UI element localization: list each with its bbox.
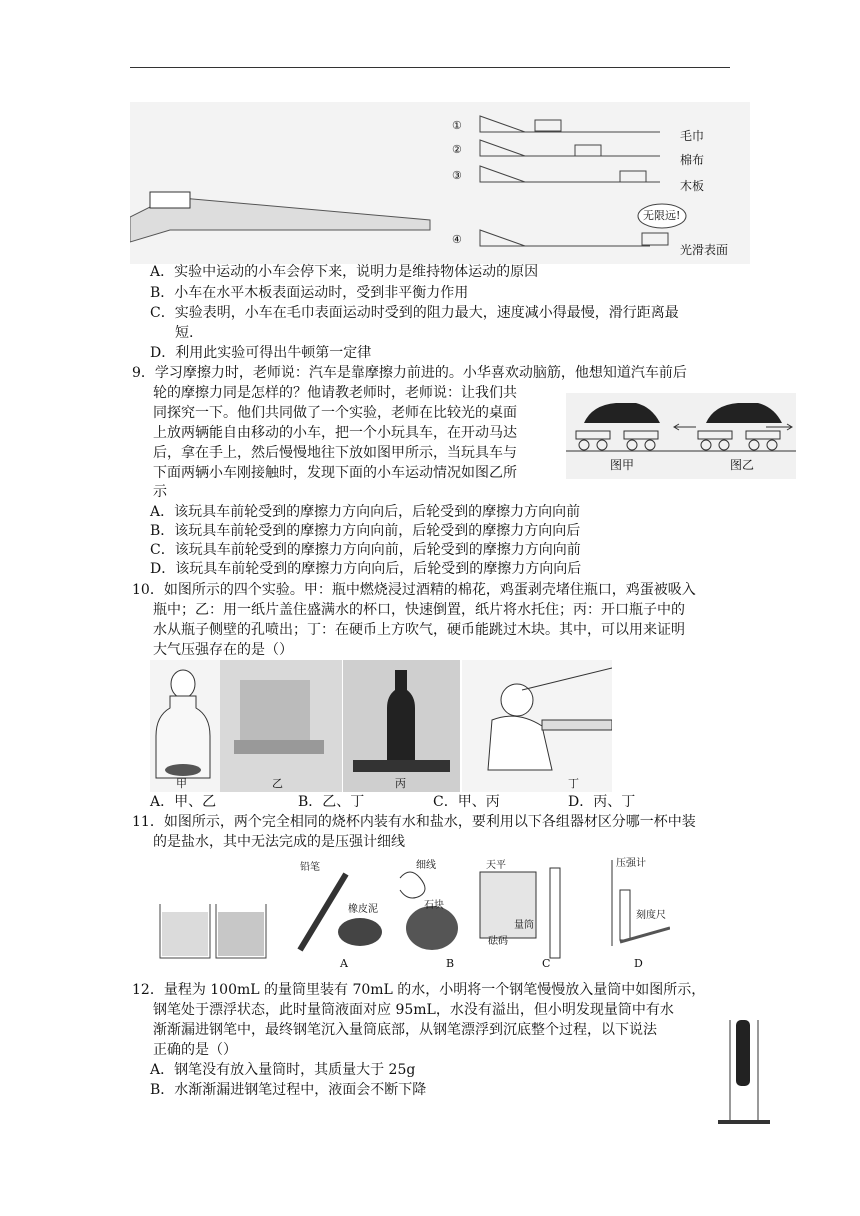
q10-option-b: B．乙、丁 <box>298 794 365 810</box>
surface-cotton: 棉布 <box>680 153 705 167</box>
q10-line-1: 10．如图所示的四个实验。甲：瓶中燃烧浸过酒精的棉花，鸡蛋剥壳堵住瓶口，鸡蛋被吸入 <box>132 582 696 598</box>
q10-photo-bing <box>343 660 460 792</box>
q12-option-b: B．水渐渐漏进钢笔过程中，液面会不断下降 <box>150 1082 427 1098</box>
label-cylinder: 量筒 <box>514 920 534 931</box>
header-rule <box>130 67 730 68</box>
q10-photo-jia <box>150 660 220 792</box>
q10-option-a: A．甲、乙 <box>150 794 217 810</box>
surface-smooth: 光滑表面 <box>680 243 729 257</box>
q12-line-3: 渐渐漏进钢笔中，最终钢笔沉入量筒底部，从钢笔漂浮到沉底整个过程，以下说法 <box>153 1022 657 1038</box>
q8-option-d: D．利用此实验可得出牛顿第一定律 <box>150 345 372 361</box>
q10-photo-ding <box>462 660 612 792</box>
label-2: ② <box>452 143 462 156</box>
surface-wood: 木板 <box>680 179 705 193</box>
q12-option-a: A．钢笔没有放入量筒时，其质量大于 25g <box>150 1062 416 1078</box>
speech-bubble: 无限远! <box>643 209 681 222</box>
q10-photo-yi <box>220 660 342 792</box>
label-4: ④ <box>452 233 462 246</box>
q8-option-a: A．实验中运动的小车会停下来，说明力是维持物体运动的原因 <box>150 264 539 280</box>
letter-b: B <box>446 957 455 970</box>
fig-jia-label: 图甲 <box>610 458 635 472</box>
q9-option-b: B．该玩具车前轮受到的摩擦力方向向前，后轮受到的摩擦力方向向后 <box>150 523 581 539</box>
label-gauge: 压强计 <box>616 858 646 869</box>
q11-figure <box>150 850 670 976</box>
label-bing: 丙 <box>395 777 406 790</box>
label-stone: 石块 <box>424 900 444 911</box>
label-yi: 乙 <box>272 777 283 790</box>
ramp-illustration <box>130 192 430 242</box>
q8-figure <box>130 102 750 264</box>
label-pencil: 铅笔 <box>300 862 320 873</box>
q10-line-3: 水从瓶子侧壁的孔喷出；丁：在硬币上方吹气，硬币能跳过木块。其中，可以用来证明 <box>153 622 685 638</box>
label-ding: 丁 <box>568 777 579 790</box>
q10-line-4: 大气压强存在的是（） <box>153 642 293 658</box>
label-1: ① <box>452 119 462 132</box>
q8-option-b: B．小车在水平木板表面运动时，受到非平衡力作用 <box>150 285 469 301</box>
q8-option-c: C．实验表明，小车在毛巾表面运动时受到的阻力最大，速度减小得最慢，滑行距离最 <box>150 305 679 321</box>
q10-option-d: D．丙、丁 <box>568 794 636 810</box>
q9-option-d: D．该玩具车前轮受到的摩擦力方向向后，后轮受到的摩擦力方向向后 <box>150 561 582 577</box>
label-balance: 天平 <box>486 860 506 871</box>
q11-line-1: 11．如图所示，两个完全相同的烧杯内装有水和盐水，要利用以下各组器材区分哪一杯中装 <box>132 814 696 830</box>
surface-towel: 毛巾 <box>680 129 705 143</box>
label-weights: 砝码 <box>488 936 508 947</box>
q9-line-5: 后，拿在手上，然后慢慢地往下放如图甲所示，当玩具车与 <box>153 445 517 461</box>
q12-line-2: 钢笔处于漂浮状态，此时量筒液面对应 95mL，水没有溢出，但小明发现量筒中有水 <box>153 1002 674 1018</box>
q9-line-4: 上放两辆能自由移动的小车，把一个小玩具车，在开动马达 <box>153 425 517 441</box>
q9-option-c: C．该玩具车前轮受到的摩擦力方向向前，后轮受到的摩擦力方向向前 <box>150 542 581 558</box>
label-thread: 细线 <box>416 860 436 871</box>
q12-line-1: 12．量程为 100mL 的量筒里装有 70mL 的水，小明将一个钢笔慢慢放入量筒中如图所示， <box>132 982 706 998</box>
label-ruler: 刻度尺 <box>636 910 666 921</box>
q9-line-6: 下面两辆小车刚接触时，发现下面的小车运动情况如图乙所 <box>153 465 517 481</box>
letter-a: A <box>340 957 348 970</box>
fig-yi-label: 图乙 <box>730 458 755 472</box>
q12-line-4: 正确的是（） <box>153 1042 237 1058</box>
label-jia: 甲 <box>176 777 187 790</box>
q9-option-a: A．该玩具车前轮受到的摩擦力方向向后，后轮受到的摩擦力方向向前 <box>150 504 581 520</box>
q10-option-c: C．甲、丙 <box>433 794 500 810</box>
q9-line-2: 轮的摩擦力同是怎样的？他请教老师时，老师说：让我们共 <box>153 385 517 401</box>
q8-option-c-cont: 短. <box>175 325 194 341</box>
q10-line-2: 瓶中；乙：用一纸片盖住盛满水的杯口，快速倒置，纸片将水托住；丙：开口瓶子中的 <box>153 602 685 618</box>
q11-line-2: 的是盐水，其中无法完成的是压强计细线 <box>153 834 405 850</box>
letter-c: C <box>542 957 551 970</box>
q9-line-7: 示 <box>153 484 167 500</box>
q12-figure <box>714 1012 774 1130</box>
q9-figure <box>566 393 796 479</box>
label-3: ③ <box>452 169 462 182</box>
q9-line-3: 同探究一下。他们共同做了一个实验，老师在比较光的桌面 <box>153 405 517 421</box>
q9-line-1: 9．学习摩擦力时，老师说：汽车是靠摩擦力前进的。小华喜欢动脑筋，他想知道汽车前后 <box>132 365 687 381</box>
label-clay: 橡皮泥 <box>348 904 378 915</box>
letter-d: D <box>634 957 643 970</box>
